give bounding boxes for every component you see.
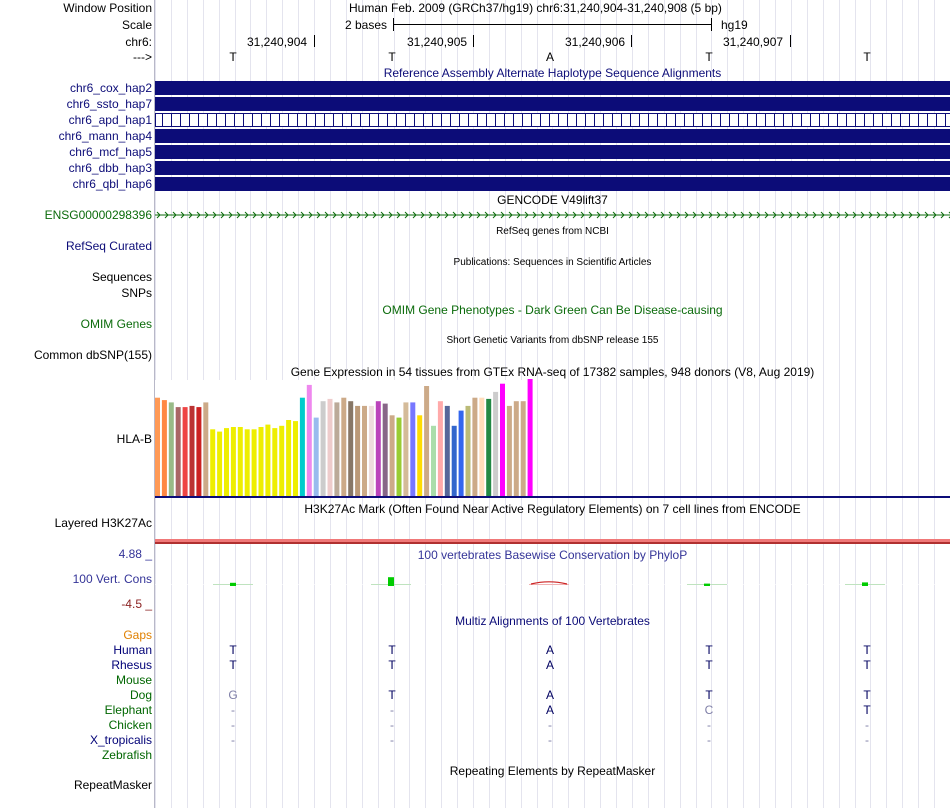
- gtex-tissue-bar[interactable]: [472, 398, 477, 496]
- alignment-block-ssto-hap7[interactable]: [155, 97, 950, 111]
- gtex-tissue-bar[interactable]: [431, 426, 436, 496]
- multiz-aligned-base: -: [548, 733, 552, 747]
- gtex-tissue-bar[interactable]: [286, 420, 291, 496]
- gtex-tissue-bar[interactable]: [300, 398, 305, 496]
- multiz-aligned-base: -: [865, 718, 869, 732]
- gtex-tissue-bar[interactable]: [328, 399, 333, 496]
- phylop-score-bar[interactable]: [704, 584, 710, 586]
- publications-track-title[interactable]: Publications: Sequences in Scientific Articles: [453, 257, 652, 268]
- h3k27ac-track-title[interactable]: H3K27Ac Mark (Often Found Near Active Regulatory Elements) on 7 cell lines from ENCODE: [304, 502, 801, 516]
- chrom-label: chr6:: [125, 35, 152, 49]
- reference-base: T: [388, 50, 396, 64]
- alignment-gap-apd-hap1[interactable]: [155, 113, 950, 127]
- reference-base: T: [229, 50, 237, 64]
- gencode-track-title[interactable]: GENCODE V49lift37: [497, 193, 608, 207]
- multiz-aligned-base: -: [707, 718, 711, 732]
- position-3: 31,240,906: [565, 35, 626, 49]
- repeatmasker-track-title[interactable]: Repeating Elements by RepeatMasker: [449, 764, 656, 778]
- scale-assembly: hg19: [721, 18, 748, 32]
- dbsnp-track-title[interactable]: Short Genetic Variants from dbSNP release 155: [446, 335, 659, 346]
- reference-base: T: [863, 50, 871, 64]
- alignment-block-mcf-hap5[interactable]: [155, 145, 950, 159]
- gtex-tissue-bar[interactable]: [252, 429, 257, 496]
- scale-label: Scale: [121, 18, 152, 32]
- gtex-tissue-bar[interactable]: [445, 406, 450, 496]
- multiz-aligned-base: A: [545, 643, 554, 657]
- alignment-block-qbl-hap6[interactable]: [155, 177, 950, 191]
- position-1-tick: [314, 35, 315, 47]
- multiz-aligned-base: G: [228, 688, 238, 702]
- multiz-aligned-base: -: [548, 718, 552, 732]
- multiz-aligned-base: T: [705, 643, 713, 657]
- gtex-tissue-bar[interactable]: [169, 402, 174, 496]
- gencode-gene-label[interactable]: ENSG00000298396: [44, 208, 152, 222]
- gtex-tissue-bar[interactable]: [341, 398, 346, 496]
- position-4: 31,240,907: [723, 35, 784, 49]
- omim-track-label[interactable]: OMIM Genes: [80, 317, 152, 331]
- phylop-score-bar[interactable]: [388, 577, 394, 586]
- gtex-tissue-bar[interactable]: [438, 401, 443, 496]
- multiz-species-label[interactable]: Mouse: [115, 673, 152, 687]
- gtex-tissue-bar[interactable]: [279, 426, 284, 496]
- gtex-tissue-bar[interactable]: [162, 400, 167, 496]
- multiz-species-label[interactable]: X_tropicalis: [89, 733, 152, 747]
- phylop-track-title[interactable]: 100 vertebrates Basewise Conservation by PhyloP: [417, 548, 688, 562]
- gtex-tissue-bar[interactable]: [383, 404, 388, 496]
- gtex-tissue-bar[interactable]: [479, 398, 484, 496]
- gtex-bar-chart[interactable]: [155, 379, 535, 497]
- gtex-tissue-bar[interactable]: [500, 384, 505, 496]
- scale-bar-right-tick: [711, 18, 712, 31]
- gtex-tissue-bar[interactable]: [486, 399, 491, 496]
- gtex-tissue-bar[interactable]: [424, 386, 429, 496]
- track-label-dbb-hap3[interactable]: chr6_dbb_hap3: [68, 161, 152, 175]
- multiz-aligned-base: -: [231, 703, 235, 717]
- h3k27ac-signal-baseline: [155, 542, 950, 544]
- gtex-tissue-bar[interactable]: [265, 425, 270, 496]
- position-4-tick: [790, 35, 791, 47]
- window-position-label: Window Position: [63, 1, 152, 15]
- gtex-tissue-bar[interactable]: [210, 429, 215, 496]
- scale-bar: [393, 24, 711, 25]
- scale-value: 2 bases: [345, 18, 388, 32]
- gtex-tissue-bar[interactable]: [362, 406, 367, 496]
- track-label-ssto-hap7[interactable]: chr6_ssto_hap7: [66, 97, 152, 111]
- position-2: 31,240,905: [407, 35, 468, 49]
- gtex-tissue-bar[interactable]: [417, 415, 422, 496]
- gtex-tissue-bar[interactable]: [203, 402, 208, 496]
- multiz-aligned-base: -: [390, 703, 394, 717]
- phylop-max-label: 4.88 _: [118, 547, 152, 561]
- multiz-aligned-base: -: [390, 718, 394, 732]
- phylop-min-label: -4.5 _: [121, 597, 152, 611]
- gtex-tissue-bar[interactable]: [176, 407, 181, 496]
- position-1: 31,240,904: [247, 35, 308, 49]
- multiz-aligned-base: T: [705, 688, 713, 702]
- multiz-species-label[interactable]: Dog: [129, 688, 152, 702]
- refseq-track-label[interactable]: RefSeq Curated: [65, 239, 152, 253]
- reference-base: A: [545, 50, 554, 64]
- multiz-aligned-base: T: [705, 658, 713, 672]
- position-2-tick: [473, 35, 474, 47]
- gtex-tissue-bar[interactable]: [528, 379, 533, 496]
- reference-base: T: [705, 50, 713, 64]
- gtex-tissue-bar[interactable]: [245, 429, 250, 496]
- multiz-aligned-base: -: [231, 733, 235, 747]
- omim-track-title[interactable]: OMIM Gene Phenotypes - Dark Green Can Be Disease-causing: [382, 303, 723, 317]
- multiz-aligned-base: -: [865, 733, 869, 747]
- gtex-tissue-bar[interactable]: [493, 392, 498, 496]
- gtex-tissue-bar[interactable]: [507, 406, 512, 496]
- gtex-tissue-bar[interactable]: [314, 418, 319, 496]
- gtex-tissue-bar[interactable]: [293, 421, 298, 496]
- gtex-tissue-bar[interactable]: [183, 407, 188, 496]
- multiz-aligned-base: A: [545, 703, 554, 717]
- multiz-aligned-base: T: [863, 688, 871, 702]
- publications-snps-label[interactable]: SNPs: [121, 286, 152, 300]
- multiz-aligned-base: T: [229, 643, 237, 657]
- gtex-tissue-bar[interactable]: [459, 411, 464, 496]
- gtex-tissue-bar[interactable]: [190, 406, 195, 496]
- gtex-tissue-bar[interactable]: [410, 402, 415, 496]
- multiz-aligned-base: T: [388, 688, 396, 702]
- gencode-gene-model[interactable]: [155, 209, 950, 221]
- track-label-mcf-hap5[interactable]: chr6_mcf_hap5: [69, 145, 152, 159]
- gtex-tissue-bar[interactable]: [403, 402, 408, 496]
- multiz-aligned-base: T: [388, 643, 396, 657]
- gtex-tissue-bar[interactable]: [259, 427, 264, 496]
- alignment-block-mann-hap4[interactable]: [155, 129, 950, 143]
- gtex-tissue-bar[interactable]: [521, 401, 526, 496]
- phylop-score-curve[interactable]: [531, 582, 567, 584]
- multiz-aligned-base: T: [863, 703, 871, 717]
- h3k27ac-track-label[interactable]: Layered H3K27Ac: [54, 516, 152, 530]
- gtex-tissue-bar[interactable]: [196, 407, 201, 496]
- refseq-track-title[interactable]: RefSeq genes from NCBI: [496, 226, 609, 237]
- multiz-species-label[interactable]: Chicken: [108, 718, 152, 732]
- dbsnp-track-label[interactable]: Common dbSNP(155): [33, 348, 152, 362]
- multiz-aligned-base: T: [863, 643, 871, 657]
- multiz-species-label[interactable]: Elephant: [104, 703, 152, 717]
- multiz-species-label[interactable]: Human: [113, 643, 152, 657]
- gtex-tissue-bar[interactable]: [348, 401, 353, 496]
- gtex-tissue-bar[interactable]: [224, 428, 229, 496]
- alt-haplotype-track-title[interactable]: Reference Assembly Alternate Haplotype Sequence Alignments: [383, 66, 722, 80]
- multiz-aligned-base: -: [707, 733, 711, 747]
- gtex-tissue-bar[interactable]: [369, 406, 374, 496]
- strand-label: --->: [133, 50, 152, 64]
- track-label-qbl-hap6[interactable]: chr6_qbl_hap6: [72, 177, 152, 191]
- multiz-aligned-base: A: [545, 658, 554, 672]
- multiz-aligned-base: A: [545, 688, 554, 702]
- gtex-tissue-bar[interactable]: [466, 406, 471, 496]
- multiz-aligned-base: T: [863, 658, 871, 672]
- window-position-value[interactable]: Human Feb. 2009 (GRCh37/hg19) chr6:31,240,904-31,240,908 (5 bp): [349, 1, 722, 15]
- repeatmasker-track-label[interactable]: RepeatMasker: [73, 778, 152, 792]
- multiz-aligned-base: T: [229, 658, 237, 672]
- gtex-tissue-bar[interactable]: [217, 432, 222, 496]
- track-label-apd-hap1[interactable]: chr6_apd_hap1: [68, 113, 152, 127]
- multiz-track-title[interactable]: Multiz Alignments of 100 Vertebrates: [455, 614, 650, 628]
- gtex-tissue-bar[interactable]: [155, 398, 160, 496]
- phylop-score-bar[interactable]: [862, 582, 868, 586]
- multiz-species-label[interactable]: Zebrafish: [101, 748, 152, 762]
- publications-sequences-label[interactable]: Sequences: [91, 270, 152, 284]
- alignment-block-dbb-hap3[interactable]: [155, 161, 950, 175]
- scale-bar-left-tick: [393, 18, 394, 31]
- gtex-track-title[interactable]: Gene Expression in 54 tissues from GTEx RNA-seq of 17382 samples, 948 donors (V8, Aug 2019): [290, 365, 815, 379]
- gtex-baseline: [155, 496, 950, 498]
- gtex-tissue-bar[interactable]: [390, 415, 395, 496]
- gtex-tissue-bar[interactable]: [376, 401, 381, 496]
- gtex-tissue-bar[interactable]: [355, 406, 360, 496]
- phylop-plot[interactable]: [155, 564, 950, 604]
- gtex-tissue-bar[interactable]: [397, 418, 402, 496]
- phylop-context-line: [529, 584, 569, 585]
- multiz-aligned-base: C: [704, 703, 714, 717]
- multiz-aligned-base: -: [390, 733, 394, 747]
- gtex-tissue-bar[interactable]: [238, 427, 243, 496]
- gtex-tissue-bar[interactable]: [452, 426, 457, 496]
- gtex-gene-label[interactable]: HLA-B: [116, 432, 152, 446]
- track-label-mann-hap4[interactable]: chr6_mann_hap4: [58, 129, 152, 143]
- position-3-tick: [631, 35, 632, 47]
- gtex-tissue-bar[interactable]: [231, 427, 236, 496]
- multiz-gaps-label[interactable]: Gaps: [123, 628, 152, 642]
- multiz-species-label[interactable]: Rhesus: [111, 658, 152, 672]
- phylop-track-label[interactable]: 100 Vert. Cons: [72, 572, 152, 586]
- gtex-tissue-bar[interactable]: [334, 402, 339, 496]
- gtex-tissue-bar[interactable]: [321, 401, 326, 496]
- track-label-cox-hap2[interactable]: chr6_cox_hap2: [69, 81, 152, 95]
- gtex-tissue-bar[interactable]: [514, 401, 519, 496]
- multiz-aligned-base: -: [231, 718, 235, 732]
- gtex-tissue-bar[interactable]: [307, 385, 312, 496]
- multiz-aligned-base: T: [388, 658, 396, 672]
- alignment-block-cox-hap2[interactable]: [155, 81, 950, 95]
- phylop-score-bar[interactable]: [230, 583, 236, 586]
- gtex-tissue-bar[interactable]: [272, 428, 277, 496]
